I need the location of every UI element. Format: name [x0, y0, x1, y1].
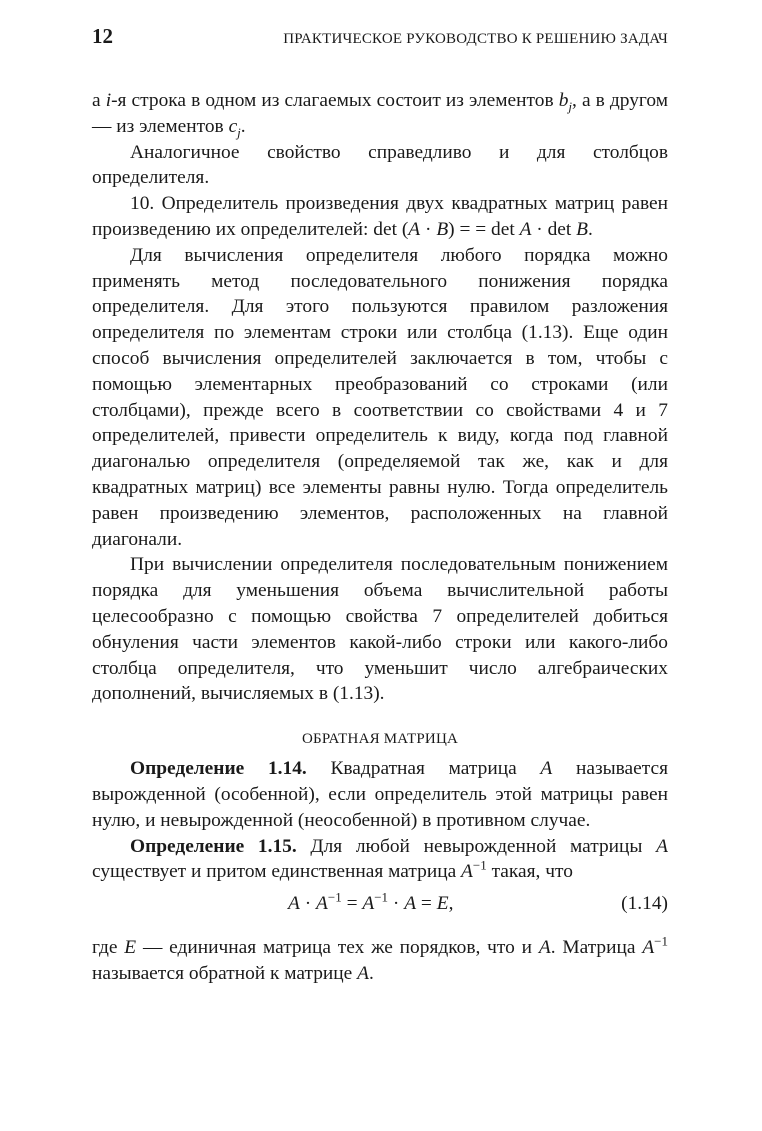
paragraph-order-reduction: При вычислении определителя последовательным понижением порядка для уменьшения объема вычислительной работы целесообразно с помощью свойства 7 определителей добиться обнуления части элементов какой-либо строки или какого-либо столбца определителя, что уменьшит число алгебраических дополнений, вычисляемых в (1.13). [92, 554, 668, 705]
book-page [92, 24, 668, 987]
equation-number: (1.14) [621, 893, 668, 915]
section-title: ОБРАТНАЯ МАТРИЦА [301, 731, 459, 748]
definition-label: Определение 1.15. [130, 835, 297, 857]
definition-1-15: Определение 1.15. Для любой невырожденной матрицы A существует и притом единственная матрица $A^{-1}$ такая, что [92, 835, 668, 883]
paragraph-inverse-definition: где E — единичная матрица тех же порядков, что и A. Матрица $A^{-1}$ называется обратной к матрице A. [92, 933, 669, 984]
paragraph-columns-note: Аналогичное свойство справедливо и для столбцов определителя. [92, 141, 668, 189]
formula-1-14 [92, 887, 668, 927]
paragraph-property-10: 10. Определитель произведения двух квадратных матриц равен произведению их определителей: det (A · B) = = det A · det B. [92, 193, 668, 240]
running-head [92, 24, 668, 54]
definition-1-14: Определение 1.14. Квадратная матрица A называется вырожденной (особенной), если определитель этой матрицы равен нулю, и невырожденной (неособенной) в противном случае. [92, 758, 668, 831]
page-number: 12 [92, 24, 113, 48]
paragraph-property-continuation: а i-я строка в одном из слагаемых состоит из элементов $b_j$, а в другом — из элементов $c_j$. [92, 90, 668, 140]
running-head-title: ПРАКТИЧЕСКОЕ РУКОВОДСТВО К РЕШЕНИЮ ЗАДАЧ [283, 31, 668, 47]
formula-expression: $A \cdot A^{-1} = A^{-1} \cdot A = E$, [288, 889, 454, 915]
definition-label: Определение 1.14. [130, 758, 307, 780]
paragraph-determinant-methods: Для вычисления определителя любого порядка можно применять метод последовательного понижения порядка определителя. Для этого пользуются правилом разложения определителя по элементам строки или столбца (1.13). Еще один способ вычисления определителей заключается в том, чтобы с помощью элементарных преобразований со строками (или столбцами), прежде всего в соответствии со свойствами 4 и 7 определителей, привести определитель к виду, когда под главной диагональю определителя (определяемой так же, как и для квадратных матриц) все элементы равны нулю. Тогда определитель равен произведению элементов, расположенных на главной диагонали. [92, 244, 668, 550]
